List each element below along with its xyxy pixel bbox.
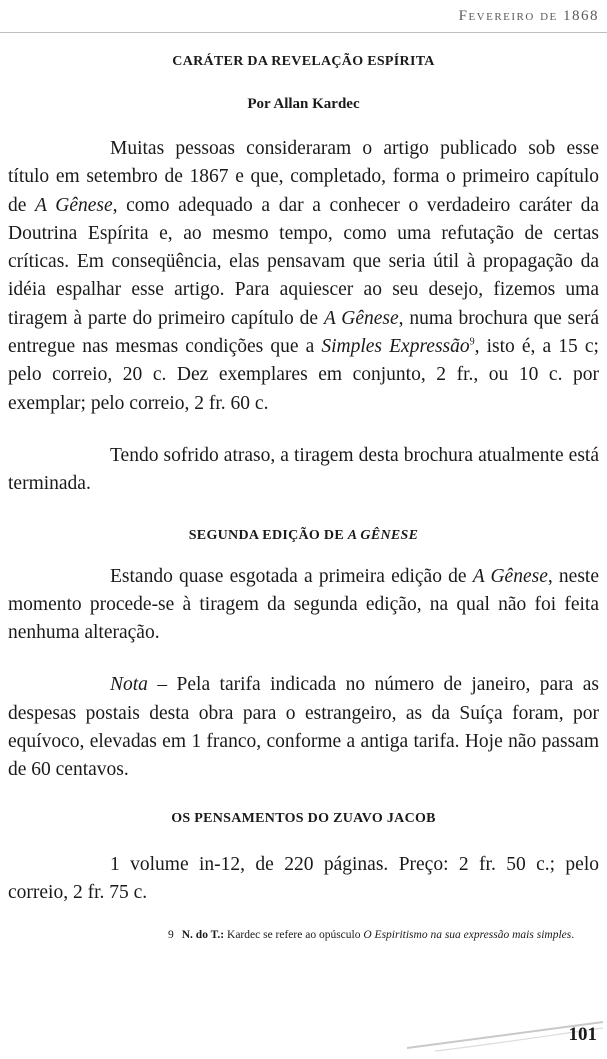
article-author: Por Allan Kardec xyxy=(247,96,360,112)
book-title: A Gênese xyxy=(472,565,548,587)
running-header: Fevereiro de 1868 xyxy=(458,8,599,24)
article-paragraph-1: Muitas pessoas consideraram o artigo publicado sob esse título em setembro de 1867 e que, completado, forma o primeiro capítulo de A Gênese, como adequado a dar a conhecer o verdadeiro caráter da Doutrina Espírita e, ao mesmo tempo, como uma refutação de certas críticas. Em conseqüência, elas pensavam que seria útil à propagação da idéia espalhar esse artigo. Para aquiescer ao seu desejo, fizemos uma tiragem à parte do primeiro capítulo de A Gênese, numa brochura que será entregue nas mesmas condições que a Simples Expressão$^9$, isto é, a 15 c; pelo correio, 20 c. Dez exemplares em conjunto, 2 fr., ou 10 c. por exemplar; pelo correio, 2 fr. 60 c. xyxy=(8,138,599,414)
page-content xyxy=(8,52,599,944)
footnote-reference: 9 xyxy=(469,336,475,348)
book-title: A Gênese xyxy=(323,307,399,329)
article-paragraph-2: Tendo sofrido atraso, a tiragem desta brochura atualmente está terminada. xyxy=(8,444,599,495)
section2-note-paragraph: Nota – Pela tarifa indicada no número de janeiro, para as despesas postais desta obra para o estrangeiro, as da Suíça foram, por equívoco, elevadas em 1 franco, conforme a antiga tarifa. Hoje não passam de 60 centavos. xyxy=(8,674,599,781)
article-title: CARÁTER DA REVELAÇÃO ESPÍRITA xyxy=(172,54,435,69)
footnote-number: 9 xyxy=(168,929,174,942)
book-title: Simples Expressão xyxy=(321,336,470,358)
section-title-segunda-edicao: SEGUNDA EDIÇÃO DE A GÊNESE xyxy=(188,527,419,543)
section2-paragraph-1: Estando quase esgotada a primeira edição de A Gênese, neste momento procede-se à tiragem da segunda edição, na qual não foi feita nenhuma alteração. xyxy=(8,565,600,644)
book-title: A Gênese xyxy=(35,194,113,216)
footnote xyxy=(168,927,599,944)
header-rule xyxy=(0,32,607,33)
page-number: 101 xyxy=(568,1024,597,1045)
section3-paragraph-1: 1 volume in-12, de 220 páginas. Preço: 2 fr. 50 c.; pelo correio, 2 fr. 75 c. xyxy=(8,853,599,903)
section-title-zuavo-jacob: OS PENSAMENTOS DO ZUAVO JACOB xyxy=(171,810,436,826)
footnote-text: N. do T.: Kardec se refere ao opúsculo O Espiritismo na sua expressão mais simples. xyxy=(181,929,575,942)
note-label: Nota xyxy=(110,674,148,696)
